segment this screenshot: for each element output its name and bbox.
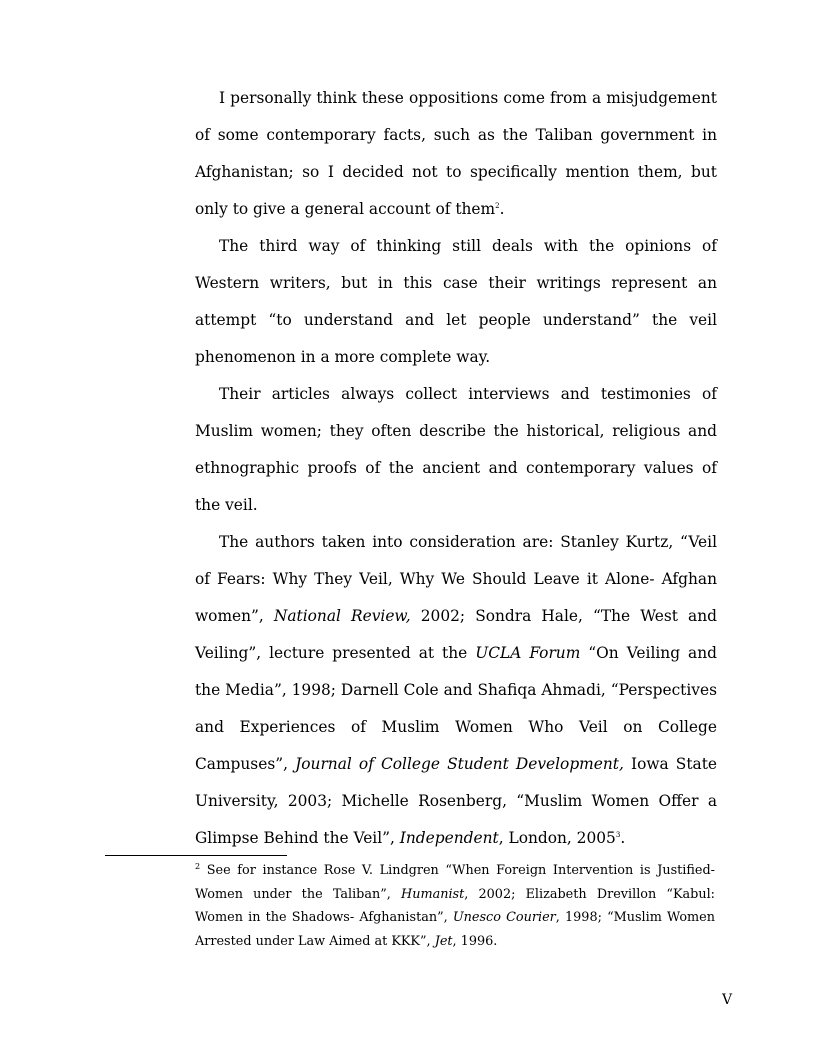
- paragraph-4: The authors taken into consideration are: Stanley Kurtz, “Veil of Fears: Why They Veil, Why We Should Leave it Alone- Afghan women”, National Review, 2002; Sondra Hale, “The West and Veiling”, lecture presented at the UCLA Forum “On Veiling and the Media”, 1998; Darnell Cole and Shafiqa Ahmadi, “Perspectives and Experiences of Muslim Women Who Veil on College Campuses”, Journal of College Student Development, Iowa State University, 2003; Michelle Rosenberg, “Muslim Women Offer a Glimpse Behind the Veil”, Independent, London, 2005$^3$.: [195, 533, 717, 847]
- footnote-number: 2: [195, 862, 201, 871]
- footnote-2: $^2$ See for instance Rose V. Lindgren “When Foreign Intervention is Justified- Women under the Taliban”, Humanist, 2002; Elizabeth Drevillon “Kabul: Women in the Shadows- Afghanistan”, Unesco Courier, 1998; “Muslim Women Arrested under Law Aimed at KKK”, Jet, 1996.: [195, 862, 715, 949]
- footnote-ref-3[interactable]: 3: [615, 831, 621, 839]
- body-text: [195, 80, 717, 857]
- page-number: V: [722, 992, 733, 1008]
- paragraph-1: I personally think these oppositions come from a misjudgement of some contemporary facts, such as the Taliban government in Afghanistan; so I decided not to specifically mention them, but only to give a general account of them$^2$.: [195, 89, 717, 218]
- title-unesco-courier: Unesco Courier: [452, 910, 556, 926]
- footnote-separator: [105, 855, 287, 856]
- title-ucla-forum: UCLA Forum: [475, 644, 581, 662]
- title-independent: Independent: [399, 829, 499, 847]
- footnote-ref-2[interactable]: 2: [495, 202, 500, 210]
- title-journal-college-student-development: Journal of College Student Development,: [295, 755, 624, 773]
- title-jet: Jet: [434, 933, 453, 949]
- paragraph-1-text: I personally think these oppositions come from a misjudgement of some contemporary facts, such as the Taliban government in Afghanistan; so I decided not to specifically mention them, but only to give a general account of them: [195, 89, 717, 218]
- title-humanist: Humanist: [401, 886, 465, 902]
- title-national-review: National Review,: [273, 607, 411, 625]
- paragraph-2: The third way of thinking still deals with the opinions of Western writers, but in this case their writings represent an attempt “to understand and let people understand” the veil phenomenon in a more complete way.: [195, 237, 717, 366]
- paragraph-3: Their articles always collect interviews and testimonies of Muslim women; they often describe the historical, religious and ethnographic proofs of the ancient and contemporary values of the veil.: [195, 385, 717, 514]
